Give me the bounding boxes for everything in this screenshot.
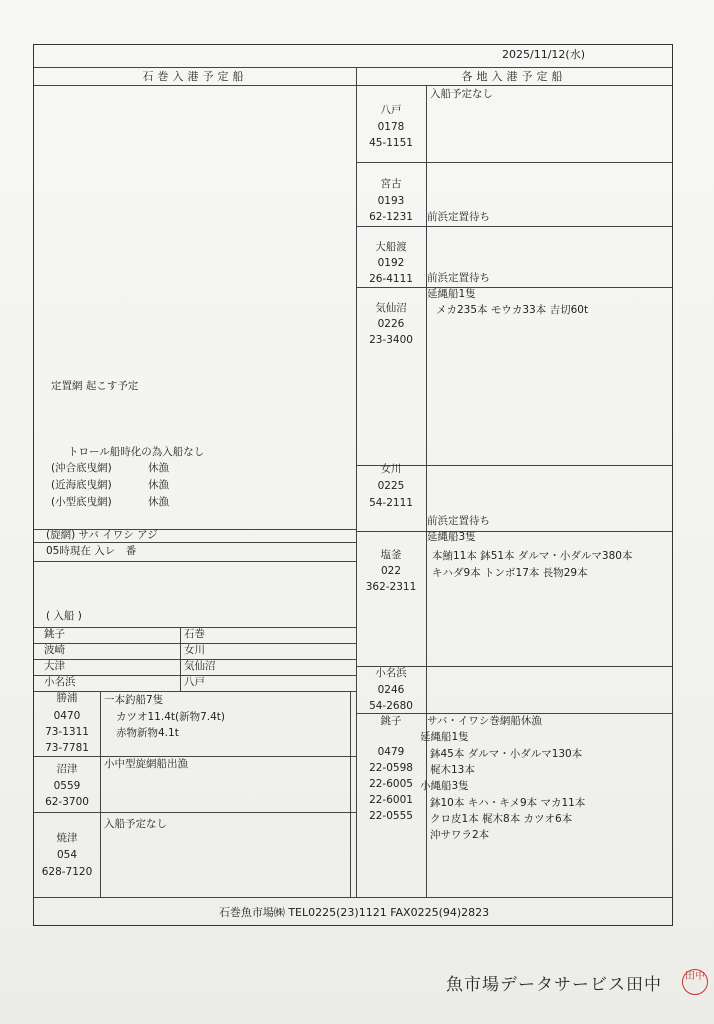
port-tel: 0559 — [53, 780, 81, 792]
bottom-trawl-coastal-label: (近海底曳網) — [51, 479, 112, 491]
port-name-numazu: 沼津 — [56, 763, 78, 775]
port-note: 小縄船3隻 — [420, 780, 469, 792]
report-date: 2025/11/12(水) — [502, 48, 585, 61]
bottom-trawl-offshore-label: (沖合底曳網) — [51, 462, 112, 474]
port-note: 入船予定なし — [104, 818, 167, 830]
port-name-katsuura: 勝浦 — [56, 692, 78, 704]
bottom-trawl-small-status: 休漁 — [148, 496, 169, 508]
port-tel: 0226 — [377, 318, 405, 330]
port-note: 前浜定置待ち — [427, 211, 490, 223]
port-tel: 22-0555 — [369, 810, 413, 822]
port-tel: 054 — [56, 849, 78, 861]
arrival-port: 波崎 — [44, 644, 65, 656]
arrival-port: 石巻 — [184, 628, 205, 640]
port-tel: 0193 — [377, 195, 405, 207]
bottom-trawl-offshore-status: 休漁 — [148, 462, 169, 474]
signature: 魚市場データサービス田中 — [446, 975, 662, 995]
port-name-ofunato: 大船渡 — [375, 241, 407, 253]
port-note: 鉢10本 キハ・キメ9本 マカ11本 — [430, 797, 586, 809]
port-tel: 362-2311 — [365, 581, 417, 593]
arrivals-label: ( 入船 ) — [46, 610, 82, 622]
port-name-miyako: 宮古 — [380, 178, 402, 190]
header-ishinomaki: 石巻入港予定船 — [142, 70, 248, 83]
port-note: 延縄船3隻 — [427, 531, 476, 543]
port-tel: 22-6005 — [369, 778, 413, 790]
port-name-hachinohe: 八戸 — [380, 104, 402, 116]
port-tel: 23-3400 — [369, 334, 413, 346]
port-note: 前浜定置待ち — [427, 515, 490, 527]
port-note: 前浜定置待ち — [427, 272, 490, 284]
arrival-port: 気仙沼 — [184, 660, 216, 672]
purse-seine-time: 05時現在 入レ 番 — [46, 545, 137, 557]
port-tel: 0246 — [377, 684, 405, 696]
port-note: 本鮪11本 鉢51本 ダルマ・小ダルマ380本 — [432, 550, 633, 562]
port-name-shiogama: 塩釜 — [380, 549, 402, 561]
port-tel: 628-7120 — [41, 866, 93, 878]
port-tel: 22-0598 — [369, 762, 413, 774]
port-note: 延縄船1隻 — [427, 288, 476, 300]
port-note: 梶木13本 — [430, 764, 475, 776]
port-note: 赤物新物4.1t — [116, 727, 179, 739]
teichi-note: 定置網 起こす予定 — [51, 380, 139, 392]
port-name-onagawa: 女川 — [380, 463, 402, 475]
port-name-choshi: 銚子 — [380, 715, 402, 727]
port-tel: 0192 — [377, 257, 405, 269]
arrival-port: 銚子 — [44, 628, 65, 640]
bottom-trawl-small-label: (小型底曳網) — [51, 496, 112, 508]
arrival-port: 小名浜 — [44, 676, 76, 688]
port-note: 沖サワラ2本 — [430, 829, 490, 841]
port-note: 入船予定なし — [430, 88, 493, 100]
port-note: クロ皮1本 梶木8本 カツオ6本 — [430, 813, 573, 825]
port-tel: 54-2111 — [369, 497, 413, 509]
port-tel: 54-2680 — [369, 700, 413, 712]
port-tel: 0178 — [377, 121, 405, 133]
port-tel: 22-6001 — [369, 794, 413, 806]
footer-contact: 石巻魚市場㈱ TEL0225(23)1121 FAX0225(94)2823 — [218, 906, 490, 919]
port-tel: 73-1311 — [45, 726, 89, 738]
arrival-port: 八戸 — [184, 676, 205, 688]
port-tel: 45-1151 — [369, 137, 413, 149]
bottom-trawl-coastal-status: 休漁 — [148, 479, 169, 491]
port-note: サバ・イワシ巻網船休漁 — [427, 715, 542, 727]
port-tel: 26-4111 — [369, 273, 413, 285]
purse-seine-note: (旋網) サバ イワシ アジ — [46, 529, 158, 541]
port-tel: 62-3700 — [45, 796, 89, 808]
seal-stamp: 田中 — [682, 969, 708, 995]
port-tel: 022 — [380, 565, 402, 577]
port-note: キハダ9本 トンボ17本 長物29本 — [432, 567, 588, 579]
port-note: メカ235本 モウカ33本 吉切60t — [436, 304, 589, 316]
arrival-port: 女川 — [184, 644, 205, 656]
port-tel: 0470 — [53, 710, 81, 722]
trawl-note: トロール船時化の為入船なし — [68, 446, 205, 458]
report-frame — [33, 44, 673, 926]
arrival-port: 大津 — [44, 660, 65, 672]
port-name-onahama: 小名浜 — [375, 667, 407, 679]
port-name-yaizu: 焼津 — [56, 832, 78, 844]
port-note: 延縄船1隻 — [420, 731, 469, 743]
port-note: 一本釣船7隻 — [104, 694, 164, 706]
port-tel: 0225 — [377, 480, 405, 492]
port-name-kesennuma: 気仙沼 — [375, 302, 407, 314]
port-note: 小中型旋網船出漁 — [104, 758, 188, 770]
port-note: 鉢45本 ダルマ・小ダルマ130本 — [430, 748, 583, 760]
header-other-ports: 各地入港予定船 — [461, 70, 567, 83]
port-tel: 73-7781 — [45, 742, 89, 754]
port-tel: 0479 — [377, 746, 405, 758]
port-note: カツオ11.4t(新物7.4t) — [116, 711, 226, 723]
port-tel: 62-1231 — [369, 211, 413, 223]
